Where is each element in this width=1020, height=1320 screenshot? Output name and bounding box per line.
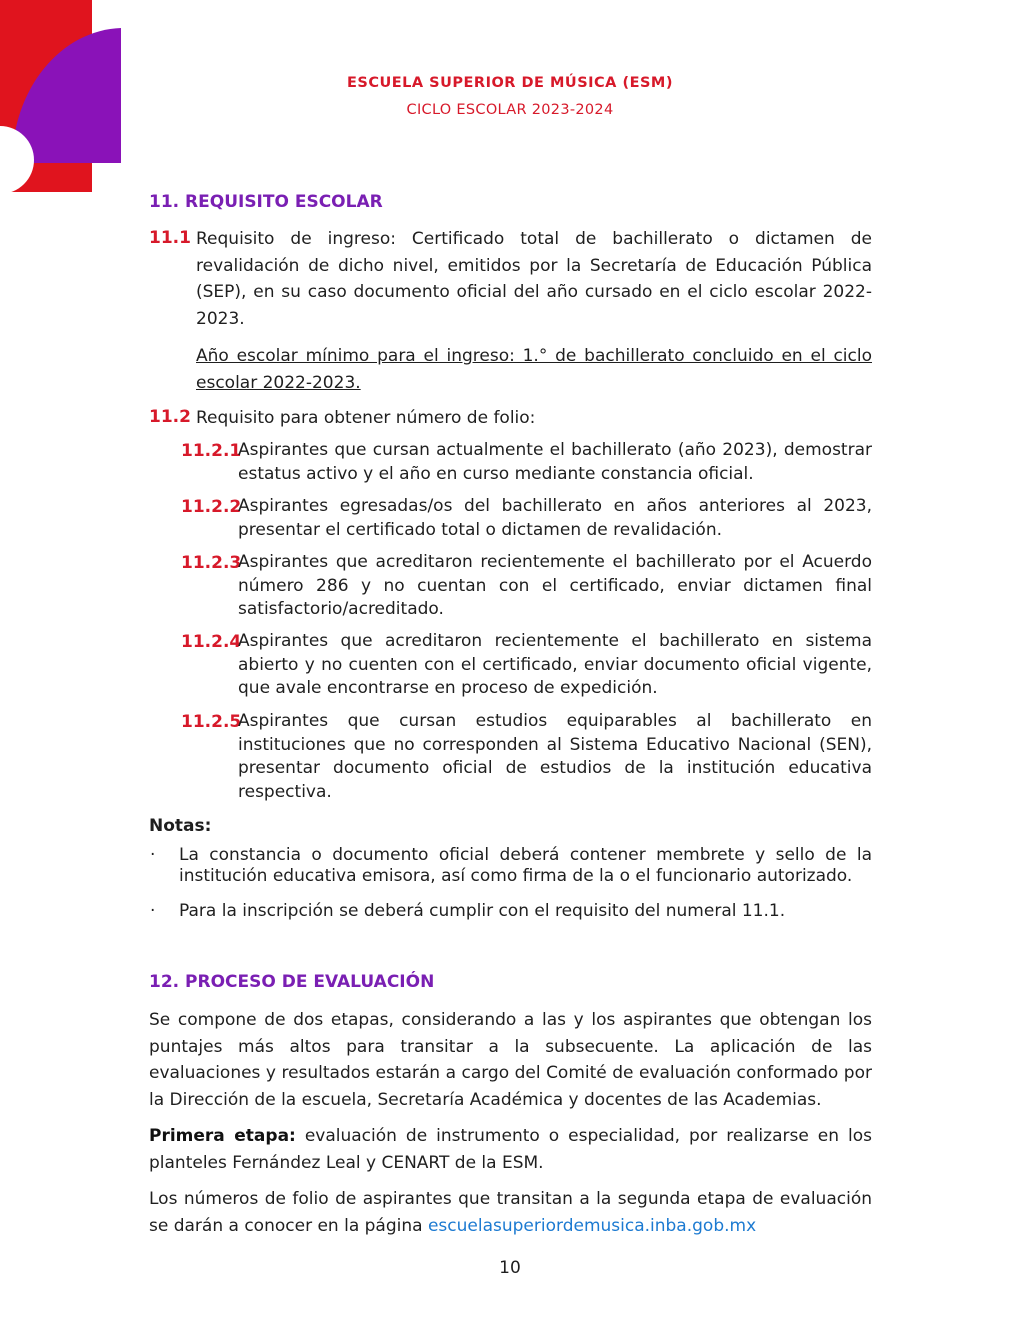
item-11-2-5-number: 11.2.5 — [181, 712, 242, 732]
school-cycle: CICLO ESCOLAR 2023-2024 — [406, 102, 614, 118]
section-12-paragraph-2 — [149, 1123, 872, 1176]
note-2-text: Para la inscripción se deberá cumplir con el requisito del numeral 11.1. — [179, 901, 786, 921]
item-11-2-1-number: 11.2.1 — [181, 441, 242, 461]
corner-decoration — [0, 0, 125, 195]
notes-title: Notas: — [149, 816, 212, 836]
item-11-1-minimum-year: Año escolar mínimo para el ingreso: 1.° de bachillerato concluido en el ciclo escolar 2022-2023. — [196, 346, 872, 393]
item-11-2-4-number: 11.2.4 — [181, 632, 242, 652]
section-12-paragraph-1: Se compone de dos etapas, considerando a las y los aspirantes que obtengan los puntajes más altos para transitar a la subsecuente. La aplicación de las evaluaciones y resultados estarán a cargo del Comité de evaluación conformado por la Dirección de la escuela, Secretaría Académica y docentes de las Academias. — [149, 1010, 872, 1110]
page-number: 10 — [499, 1258, 521, 1278]
item-11-1-text: Requisito de ingreso: Certificado total de bachillerato o dictamen de revalidación de dicho nivel, emitidos por la Secretaría de Educación Pública (SEP), en su caso documento oficial del año cursado en el ciclo escolar 2022-2023. — [196, 229, 872, 329]
folio-text: Los números de folio de aspirantes que transitan a la segunda etapa de evaluación se darán a conocer en la página — [149, 1189, 872, 1236]
note-bullet: · — [150, 845, 156, 865]
item-11-2-1-text: Aspirantes que cursan actualmente el bachillerato (año 2023), demostrar estatus activo y el año en curso mediante constancia oficial. — [238, 440, 872, 484]
first-stage-text: evaluación de instrumento o especialidad, por realizarse en los planteles Fernández Leal y CENART de la ESM. — [149, 1126, 872, 1173]
item-11-2-2-number: 11.2.2 — [181, 497, 242, 517]
section-12-title: 12. PROCESO DE EVALUACIÓN — [149, 972, 435, 992]
first-stage-label: Primera etapa: — [149, 1126, 296, 1146]
section-12-paragraph-3 — [149, 1186, 872, 1239]
item-11-2-4-text: Aspirantes que acreditaron recientemente el bachillerato en sistema abierto y no cuenten con el certificado, enviar documento oficial vigente, que avale encontrarse en proceso de expedición. — [238, 631, 872, 698]
item-11-2-5-text: Aspirantes que cursan estudios equiparables al bachillerato en instituciones que no corresponden al Sistema Educativo Nacional (SEN), presentar documento oficial de estudios de la institución educativa respectiva. — [238, 711, 872, 802]
note-1-text: La constancia o documento oficial deberá contener membrete y sello de la institución educativa emisora, así como firma de la o el funcionario autorizado. — [179, 845, 872, 886]
item-11-2-number: 11.2 — [149, 407, 191, 427]
item-11-2-3-text: Aspirantes que acreditaron recientemente el bachillerato por el Acuerdo número 286 y no cuentan con el certificado, enviar dictamen final satisfactorio/acreditado. — [238, 552, 872, 619]
item-11-2-text: Requisito para obtener número de folio: — [196, 408, 536, 428]
website-link[interactable]: escuelasuperiordemusica.inba.gob.mx — [427, 1215, 757, 1236]
item-11-2-3-number: 11.2.3 — [181, 553, 242, 573]
item-11-2-2-text: Aspirantes egresadas/os del bachillerato en años anteriores al 2023, presentar el certificado total o dictamen de revalidación. — [238, 496, 872, 540]
section-11-title: 11. REQUISITO ESCOLAR — [149, 192, 383, 212]
school-name: ESCUELA SUPERIOR DE MÚSICA (ESM) — [346, 75, 673, 91]
item-11-1-number: 11.1 — [149, 228, 191, 248]
note-bullet: · — [150, 901, 156, 921]
